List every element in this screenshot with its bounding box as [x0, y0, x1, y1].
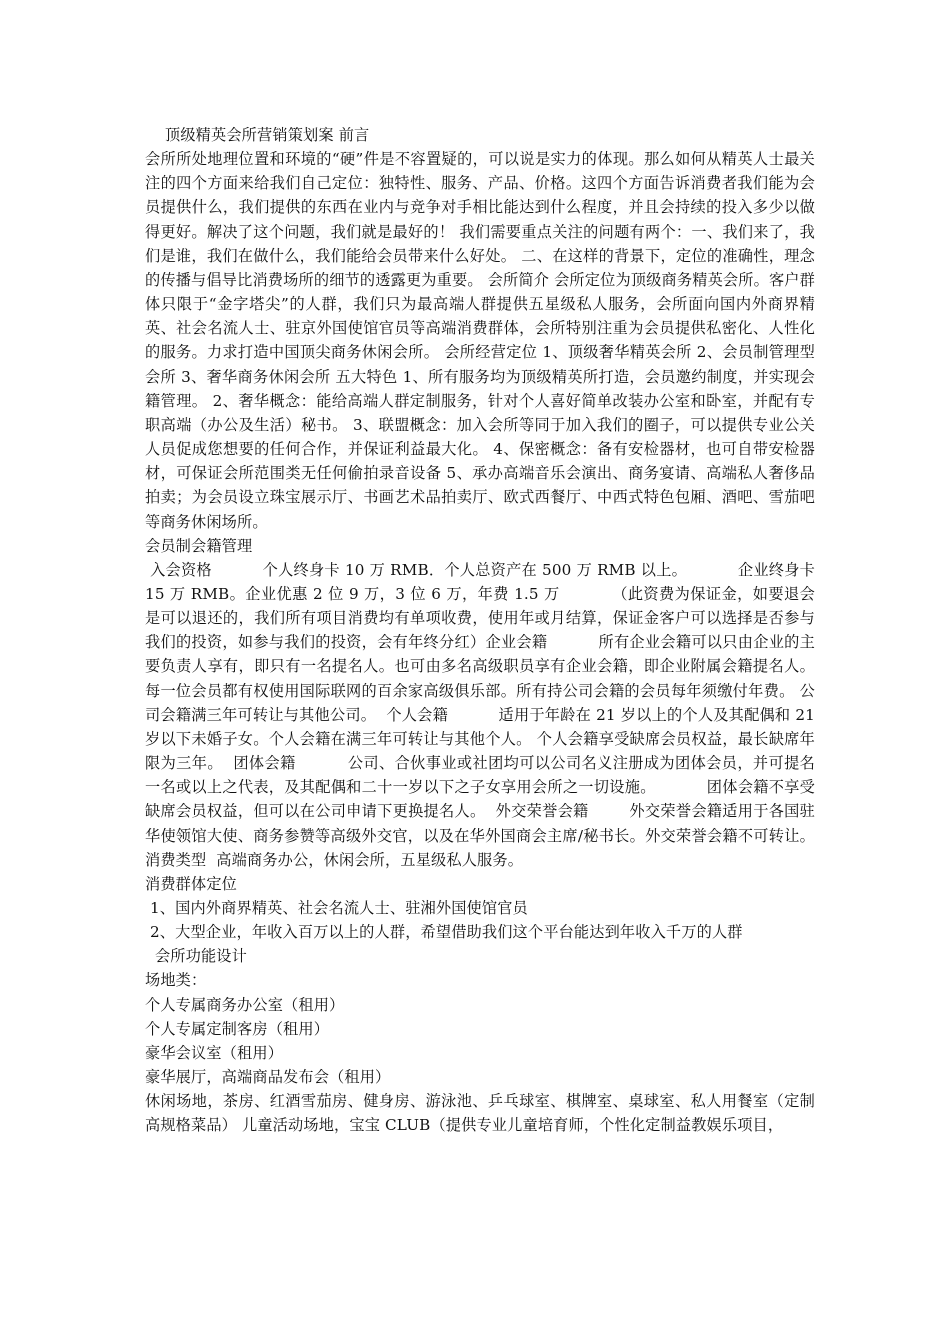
document-body: [145, 123, 820, 1138]
venue-item-exhibition: 豪华展厅，高端商品发布会（租用）: [145, 1068, 391, 1087]
venue-item-room: 个人专属定制客房（租用）: [145, 1019, 330, 1038]
consumer-heading: 消费群体定位: [145, 874, 238, 893]
consumer-item-2: 2、大型企业，年收入百万以上的人群，希望借助我们这个平台能达到年收入千万的人群: [145, 923, 743, 942]
venue-heading: 场地类：: [145, 971, 207, 990]
venue-item-meeting: 豪华会议室（租用）: [145, 1043, 284, 1062]
venue-item-leisure: 休闲场地，茶房、红酒雪茄房、健身房、游泳池、乒乓球室、棋牌室、桌球室、私人用餐室（定制高规格菜品） 儿童活动场地，宝宝 CLUB（提供专业儿童培育师，个性化定制益教娱乐项目，: [145, 1092, 815, 1135]
membership-paragraph: 入会资格 个人终身卡 10 万 RMB．个人总资产在 500 万 RMB 以上。 企业终身卡 15 万 RMB。企业优惠 2 位 9 万，3 位 6 万，年费 1.5 万 （此资费为保证金，如要退会是可以退还的，我们所有项目消费均有单项收费，使用年或月结算，保证金客户可以选择是否参与我们的投资，如参与我们的投资，会有年终分红）企业会籍 所有企业会籍可以只由企业的主要负责人享有，即只有一名提名人。也可由多名高级职员享有企业会籍，即企业附属会籍提名人。每一位会员都有权使用国际联网的百余家高级俱乐部。所有持公司会籍的会员每年须缴付年费。 公司会籍满三年可转让与其他公司。 个人会籍 适用于年龄在 21 岁以上的个人及其配偶和 21 岁以下未婚子女。个人会籍在满三年可转让与其他个人。 个人会籍享受缺席会员权益，最长缺席年限为三年。 团体会籍 公司、合伙事业或社团均可以公司名义注册成为团体会员，并可提名一名或以上之代表，及其配偶和二十一岁以下之子女享用会所之一切设施。 团体会籍不享受缺席会员权益，但可以在公司申请下更换提名人。 外交荣誉会籍 外交荣誉会籍适用于各国驻华使领馆大使、商务参赞等高级外交官，以及在华外国商会主席/秘书长。外交荣誉会籍不可转让。 消费类型 高端商务办公，休闲会所，五星级私人服务。: [145, 560, 820, 869]
consumer-item-1: 1、国内外商界精英、社会名流人士、驻湘外国使馆官员: [145, 899, 528, 917]
venue-item-office: 个人专属商务办公室（租用）: [145, 995, 345, 1014]
document-title: 顶级精英会所营销策划案 前言: [165, 126, 370, 144]
membership-heading: 会员制会籍管理: [145, 536, 253, 555]
intro-paragraph: 会所所处地理位置和环境的“硬”件是不容置疑的，可以说是实力的体现。那么如何从精英人士最关注的四个方面来给我们自己定位：独特性、服务、产品、价格。这四个方面告诉消费者我们能为会员提供什么，我们提供的东西在业内与竞争对手相比能达到什么程度，并且会持续的投入多少以做得更好。解决了这个问题，我们就是最好的！ 我们需要重点关注的问题有两个：一、我们来了，我们是谁，我们在做什么，我们能给会员带来什么好处。 二、在这样的背景下，定位的准确性，理念的传播与倡导比消费场所的细节的透露更为重要。 会所简介 会所定位为顶级商务精英会所。客户群体只限于“金字塔尖”的人群，我们只为最高端人群提供五星级私人服务，会所面向国内外商界精英、社会名流人士、驻京外国使馆官员等高端消费群体，会所特别注重为会员提供私密化、人性化的服务。力求打造中国顶尖商务休闲会所。 会所经营定位 1、顶级奢华精英会所 2、会员制管理型会所 3、奢华商务休闲会所 五大特色 1、所有服务均为顶级精英所打造，会员邀约制度，并实现会籍管理。 2、奢华概念：能给高端人群定制服务，针对个人喜好简单改装办公室和卧室，并配有专职高端（办公及生活）秘书。 3、联盟概念：加入会所等同于加入我们的圈子，可以提供专业公关人员促成您想要的任何合作，并保证利益最大化。 4、保密概念：备有安检器材，也可自带安检器材，可保证会所范围类无任何偷拍录音设备 5、承办高端音乐会演出、商务宴请、高端私人奢侈品拍卖；为会员设立珠宝展示厅、书画艺术品拍卖厅、欧式西餐厅、中西式特色包厢、酒吧、雪茄吧等商务休闲场所。: [145, 150, 815, 531]
function-heading: 会所功能设计: [145, 947, 247, 966]
